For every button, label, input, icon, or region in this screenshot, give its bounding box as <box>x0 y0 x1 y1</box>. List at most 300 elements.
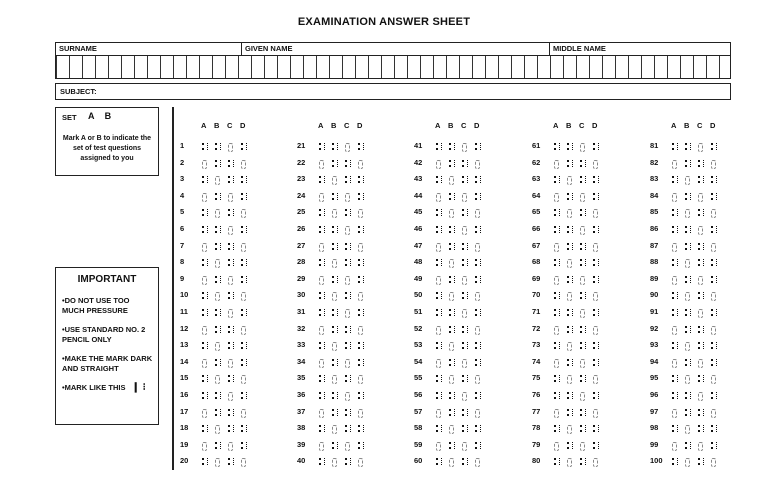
answer-bubble[interactable] <box>592 175 597 184</box>
answer-bubble[interactable] <box>344 275 349 284</box>
answer-bubble[interactable] <box>684 358 689 367</box>
answer-bubble[interactable] <box>201 175 206 184</box>
answer-bubble[interactable] <box>553 358 558 367</box>
answer-bubble[interactable] <box>227 374 232 383</box>
answer-bubble[interactable] <box>214 457 219 466</box>
answer-bubble[interactable] <box>697 424 702 433</box>
answer-bubble[interactable] <box>214 424 219 433</box>
answer-bubble[interactable] <box>579 208 584 217</box>
answer-bubble[interactable] <box>214 242 219 251</box>
answer-bubble[interactable] <box>592 391 597 400</box>
answer-bubble[interactable] <box>448 242 453 251</box>
answer-bubble[interactable] <box>357 374 362 383</box>
answer-bubble[interactable] <box>684 142 689 151</box>
answer-bubble[interactable] <box>697 341 702 350</box>
answer-bubble[interactable] <box>344 192 349 201</box>
answer-bubble[interactable] <box>684 325 689 334</box>
answer-bubble[interactable] <box>227 308 232 317</box>
answer-bubble[interactable] <box>553 192 558 201</box>
answer-bubble[interactable] <box>448 291 453 300</box>
answer-bubble[interactable] <box>684 341 689 350</box>
answer-bubble[interactable] <box>684 208 689 217</box>
answer-bubble[interactable] <box>344 291 349 300</box>
answer-bubble[interactable] <box>671 192 676 201</box>
answer-bubble[interactable] <box>331 275 336 284</box>
answer-bubble[interactable] <box>592 192 597 201</box>
answer-bubble[interactable] <box>331 225 336 234</box>
answer-bubble[interactable] <box>579 275 584 284</box>
answer-bubble[interactable] <box>435 457 440 466</box>
answer-bubble[interactable] <box>592 291 597 300</box>
answer-bubble[interactable] <box>344 358 349 367</box>
answer-bubble[interactable] <box>671 391 676 400</box>
answer-bubble[interactable] <box>344 391 349 400</box>
answer-bubble[interactable] <box>227 291 232 300</box>
answer-bubble[interactable] <box>331 341 336 350</box>
answer-bubble[interactable] <box>553 308 558 317</box>
answer-bubble[interactable] <box>553 291 558 300</box>
answer-bubble[interactable] <box>566 374 571 383</box>
answer-bubble[interactable] <box>318 258 323 267</box>
subject-field[interactable] <box>55 83 731 100</box>
answer-bubble[interactable] <box>461 308 466 317</box>
answer-bubble[interactable] <box>214 408 219 417</box>
answer-bubble[interactable] <box>579 159 584 168</box>
answer-bubble[interactable] <box>448 175 453 184</box>
answer-bubble[interactable] <box>318 391 323 400</box>
answer-bubble[interactable] <box>671 325 676 334</box>
answer-bubble[interactable] <box>671 225 676 234</box>
answer-bubble[interactable] <box>448 424 453 433</box>
answer-bubble[interactable] <box>227 258 232 267</box>
answer-bubble[interactable] <box>566 192 571 201</box>
answer-bubble[interactable] <box>435 159 440 168</box>
answer-bubble[interactable] <box>240 341 245 350</box>
answer-bubble[interactable] <box>697 325 702 334</box>
answer-bubble[interactable] <box>579 457 584 466</box>
answer-bubble[interactable] <box>566 308 571 317</box>
answer-bubble[interactable] <box>435 225 440 234</box>
answer-bubble[interactable] <box>697 358 702 367</box>
answer-bubble[interactable] <box>344 374 349 383</box>
answer-bubble[interactable] <box>448 308 453 317</box>
answer-bubble[interactable] <box>710 225 715 234</box>
answer-bubble[interactable] <box>357 159 362 168</box>
answer-bubble[interactable] <box>227 391 232 400</box>
answer-bubble[interactable] <box>318 457 323 466</box>
answer-bubble[interactable] <box>710 159 715 168</box>
answer-bubble[interactable] <box>201 457 206 466</box>
answer-bubble[interactable] <box>214 325 219 334</box>
answer-bubble[interactable] <box>240 374 245 383</box>
answer-bubble[interactable] <box>592 308 597 317</box>
answer-bubble[interactable] <box>697 308 702 317</box>
answer-bubble[interactable] <box>461 142 466 151</box>
answer-bubble[interactable] <box>684 225 689 234</box>
answer-bubble[interactable] <box>474 159 479 168</box>
answer-bubble[interactable] <box>553 142 558 151</box>
answer-bubble[interactable] <box>579 408 584 417</box>
answer-bubble[interactable] <box>214 358 219 367</box>
answer-bubble[interactable] <box>697 391 702 400</box>
answer-bubble[interactable] <box>566 391 571 400</box>
answer-bubble[interactable] <box>240 391 245 400</box>
answer-bubble[interactable] <box>240 242 245 251</box>
answer-bubble[interactable] <box>671 374 676 383</box>
answer-bubble[interactable] <box>357 192 362 201</box>
answer-bubble[interactable] <box>474 391 479 400</box>
answer-bubble[interactable] <box>331 308 336 317</box>
answer-bubble[interactable] <box>448 358 453 367</box>
answer-bubble[interactable] <box>566 457 571 466</box>
answer-bubble[interactable] <box>579 358 584 367</box>
answer-bubble[interactable] <box>331 291 336 300</box>
answer-bubble[interactable] <box>435 358 440 367</box>
answer-bubble[interactable] <box>684 457 689 466</box>
answer-bubble[interactable] <box>697 242 702 251</box>
answer-bubble[interactable] <box>592 242 597 251</box>
answer-bubble[interactable] <box>331 242 336 251</box>
answer-bubble[interactable] <box>671 457 676 466</box>
answer-bubble[interactable] <box>566 341 571 350</box>
answer-bubble[interactable] <box>710 308 715 317</box>
answer-bubble[interactable] <box>697 275 702 284</box>
answer-bubble[interactable] <box>344 325 349 334</box>
answer-bubble[interactable] <box>344 424 349 433</box>
answer-bubble[interactable] <box>579 225 584 234</box>
answer-bubble[interactable] <box>227 408 232 417</box>
answer-bubble[interactable] <box>566 225 571 234</box>
answer-bubble[interactable] <box>566 175 571 184</box>
answer-bubble[interactable] <box>553 424 558 433</box>
answer-bubble[interactable] <box>214 192 219 201</box>
answer-bubble[interactable] <box>318 208 323 217</box>
answer-bubble[interactable] <box>448 258 453 267</box>
answer-bubble[interactable] <box>553 391 558 400</box>
answer-bubble[interactable] <box>684 275 689 284</box>
answer-bubble[interactable] <box>214 258 219 267</box>
answer-bubble[interactable] <box>474 408 479 417</box>
answer-bubble[interactable] <box>331 159 336 168</box>
answer-bubble[interactable] <box>331 142 336 151</box>
answer-bubble[interactable] <box>697 192 702 201</box>
answer-bubble[interactable] <box>448 208 453 217</box>
answer-bubble[interactable] <box>227 457 232 466</box>
answer-bubble[interactable] <box>553 175 558 184</box>
answer-bubble[interactable] <box>684 258 689 267</box>
answer-bubble[interactable] <box>553 275 558 284</box>
answer-bubble[interactable] <box>579 308 584 317</box>
answer-bubble[interactable] <box>474 374 479 383</box>
answer-bubble[interactable] <box>227 208 232 217</box>
answer-bubble[interactable] <box>592 325 597 334</box>
answer-bubble[interactable] <box>344 142 349 151</box>
answer-bubble[interactable] <box>240 358 245 367</box>
answer-bubble[interactable] <box>697 258 702 267</box>
answer-bubble[interactable] <box>435 175 440 184</box>
answer-bubble[interactable] <box>671 175 676 184</box>
answer-bubble[interactable] <box>227 242 232 251</box>
answer-bubble[interactable] <box>331 408 336 417</box>
answer-bubble[interactable] <box>318 374 323 383</box>
answer-bubble[interactable] <box>331 374 336 383</box>
answer-bubble[interactable] <box>566 142 571 151</box>
answer-bubble[interactable] <box>344 308 349 317</box>
answer-bubble[interactable] <box>592 275 597 284</box>
answer-bubble[interactable] <box>697 159 702 168</box>
answer-bubble[interactable] <box>697 225 702 234</box>
answer-bubble[interactable] <box>684 242 689 251</box>
answer-bubble[interactable] <box>461 441 466 450</box>
answer-bubble[interactable] <box>697 175 702 184</box>
answer-bubble[interactable] <box>331 457 336 466</box>
answer-bubble[interactable] <box>697 457 702 466</box>
answer-bubble[interactable] <box>435 291 440 300</box>
answer-bubble[interactable] <box>592 208 597 217</box>
answer-bubble[interactable] <box>318 325 323 334</box>
answer-bubble[interactable] <box>461 225 466 234</box>
answer-bubble[interactable] <box>566 242 571 251</box>
answer-bubble[interactable] <box>318 159 323 168</box>
answer-bubble[interactable] <box>671 142 676 151</box>
answer-bubble[interactable] <box>474 208 479 217</box>
answer-bubble[interactable] <box>592 441 597 450</box>
answer-bubble[interactable] <box>318 225 323 234</box>
answer-bubble[interactable] <box>214 374 219 383</box>
answer-bubble[interactable] <box>331 424 336 433</box>
answer-bubble[interactable] <box>240 175 245 184</box>
answer-bubble[interactable] <box>227 159 232 168</box>
answer-bubble[interactable] <box>214 208 219 217</box>
answer-bubble[interactable] <box>201 391 206 400</box>
answer-bubble[interactable] <box>553 325 558 334</box>
answer-bubble[interactable] <box>710 192 715 201</box>
answer-bubble[interactable] <box>671 159 676 168</box>
answer-bubble[interactable] <box>474 325 479 334</box>
answer-bubble[interactable] <box>553 457 558 466</box>
answer-bubble[interactable] <box>240 275 245 284</box>
answer-bubble[interactable] <box>566 325 571 334</box>
answer-bubble[interactable] <box>227 142 232 151</box>
answer-bubble[interactable] <box>227 341 232 350</box>
answer-bubble[interactable] <box>435 142 440 151</box>
answer-bubble[interactable] <box>671 291 676 300</box>
answer-bubble[interactable] <box>240 441 245 450</box>
answer-bubble[interactable] <box>435 391 440 400</box>
answer-bubble[interactable] <box>710 341 715 350</box>
answer-bubble[interactable] <box>566 258 571 267</box>
answer-bubble[interactable] <box>710 424 715 433</box>
answer-bubble[interactable] <box>214 175 219 184</box>
answer-bubble[interactable] <box>671 358 676 367</box>
answer-bubble[interactable] <box>201 441 206 450</box>
answer-bubble[interactable] <box>227 441 232 450</box>
answer-bubble[interactable] <box>566 275 571 284</box>
answer-bubble[interactable] <box>592 225 597 234</box>
answer-bubble[interactable] <box>318 175 323 184</box>
answer-bubble[interactable] <box>214 291 219 300</box>
answer-bubble[interactable] <box>461 192 466 201</box>
answer-bubble[interactable] <box>592 374 597 383</box>
answer-bubble[interactable] <box>357 408 362 417</box>
answer-bubble[interactable] <box>579 192 584 201</box>
answer-bubble[interactable] <box>592 358 597 367</box>
answer-bubble[interactable] <box>318 142 323 151</box>
answer-bubble[interactable] <box>240 424 245 433</box>
answer-bubble[interactable] <box>214 159 219 168</box>
answer-bubble[interactable] <box>710 175 715 184</box>
answer-bubble[interactable] <box>344 408 349 417</box>
answer-bubble[interactable] <box>318 408 323 417</box>
answer-bubble[interactable] <box>201 225 206 234</box>
answer-bubble[interactable] <box>344 208 349 217</box>
answer-bubble[interactable] <box>566 208 571 217</box>
answer-bubble[interactable] <box>357 175 362 184</box>
answer-bubble[interactable] <box>474 308 479 317</box>
answer-bubble[interactable] <box>697 408 702 417</box>
answer-bubble[interactable] <box>201 341 206 350</box>
answer-bubble[interactable] <box>201 374 206 383</box>
answer-bubble[interactable] <box>566 159 571 168</box>
answer-bubble[interactable] <box>357 441 362 450</box>
answer-bubble[interactable] <box>357 457 362 466</box>
answer-bubble[interactable] <box>331 441 336 450</box>
answer-bubble[interactable] <box>461 391 466 400</box>
answer-bubble[interactable] <box>710 391 715 400</box>
answer-bubble[interactable] <box>318 424 323 433</box>
answer-bubble[interactable] <box>357 308 362 317</box>
answer-bubble[interactable] <box>553 374 558 383</box>
answer-bubble[interactable] <box>710 208 715 217</box>
answer-bubble[interactable] <box>331 258 336 267</box>
answer-bubble[interactable] <box>710 142 715 151</box>
answer-bubble[interactable] <box>684 408 689 417</box>
answer-bubble[interactable] <box>435 441 440 450</box>
answer-bubble[interactable] <box>357 275 362 284</box>
answer-bubble[interactable] <box>710 291 715 300</box>
answer-bubble[interactable] <box>592 142 597 151</box>
answer-bubble[interactable] <box>331 175 336 184</box>
answer-bubble[interactable] <box>474 291 479 300</box>
answer-bubble[interactable] <box>684 175 689 184</box>
answer-bubble[interactable] <box>435 275 440 284</box>
answer-bubble[interactable] <box>448 341 453 350</box>
answer-bubble[interactable] <box>474 275 479 284</box>
answer-bubble[interactable] <box>461 291 466 300</box>
answer-bubble[interactable] <box>592 341 597 350</box>
answer-bubble[interactable] <box>474 242 479 251</box>
answer-bubble[interactable] <box>710 275 715 284</box>
answer-bubble[interactable] <box>240 325 245 334</box>
answer-bubble[interactable] <box>435 308 440 317</box>
answer-bubble[interactable] <box>201 291 206 300</box>
answer-bubble[interactable] <box>566 358 571 367</box>
answer-bubble[interactable] <box>474 457 479 466</box>
answer-bubble[interactable] <box>344 258 349 267</box>
answer-bubble[interactable] <box>344 441 349 450</box>
answer-bubble[interactable] <box>331 192 336 201</box>
answer-bubble[interactable] <box>684 424 689 433</box>
answer-bubble[interactable] <box>671 341 676 350</box>
answer-bubble[interactable] <box>448 225 453 234</box>
answer-bubble[interactable] <box>435 325 440 334</box>
answer-bubble[interactable] <box>448 374 453 383</box>
answer-bubble[interactable] <box>671 308 676 317</box>
answer-bubble[interactable] <box>201 358 206 367</box>
answer-bubble[interactable] <box>461 341 466 350</box>
answer-bubble[interactable] <box>474 258 479 267</box>
answer-bubble[interactable] <box>684 192 689 201</box>
answer-bubble[interactable] <box>318 308 323 317</box>
answer-bubble[interactable] <box>435 374 440 383</box>
answer-bubble[interactable] <box>448 159 453 168</box>
answer-bubble[interactable] <box>461 258 466 267</box>
answer-bubble[interactable] <box>461 159 466 168</box>
answer-bubble[interactable] <box>201 208 206 217</box>
answer-bubble[interactable] <box>710 408 715 417</box>
answer-bubble[interactable] <box>435 192 440 201</box>
answer-bubble[interactable] <box>240 225 245 234</box>
answer-bubble[interactable] <box>331 391 336 400</box>
answer-bubble[interactable] <box>344 457 349 466</box>
answer-bubble[interactable] <box>357 258 362 267</box>
answer-bubble[interactable] <box>448 408 453 417</box>
answer-bubble[interactable] <box>240 258 245 267</box>
answer-bubble[interactable] <box>227 275 232 284</box>
answer-bubble[interactable] <box>579 374 584 383</box>
answer-bubble[interactable] <box>240 308 245 317</box>
answer-bubble[interactable] <box>461 208 466 217</box>
answer-bubble[interactable] <box>344 225 349 234</box>
answer-bubble[interactable] <box>214 142 219 151</box>
answer-bubble[interactable] <box>474 175 479 184</box>
answer-bubble[interactable] <box>240 408 245 417</box>
answer-bubble[interactable] <box>318 441 323 450</box>
answer-bubble[interactable] <box>318 358 323 367</box>
answer-bubble[interactable] <box>579 291 584 300</box>
answer-bubble[interactable] <box>671 408 676 417</box>
answer-bubble[interactable] <box>227 175 232 184</box>
answer-bubble[interactable] <box>579 258 584 267</box>
answer-bubble[interactable] <box>201 408 206 417</box>
answer-bubble[interactable] <box>684 308 689 317</box>
answer-bubble[interactable] <box>553 408 558 417</box>
answer-bubble[interactable] <box>201 142 206 151</box>
answer-bubble[interactable] <box>448 391 453 400</box>
answer-bubble[interactable] <box>448 275 453 284</box>
answer-bubble[interactable] <box>592 159 597 168</box>
answer-bubble[interactable] <box>448 325 453 334</box>
answer-bubble[interactable] <box>357 208 362 217</box>
answer-bubble[interactable] <box>227 325 232 334</box>
answer-bubble[interactable] <box>553 258 558 267</box>
answer-bubble[interactable] <box>461 242 466 251</box>
answer-bubble[interactable] <box>461 275 466 284</box>
answer-bubble[interactable] <box>318 341 323 350</box>
answer-bubble[interactable] <box>684 441 689 450</box>
answer-bubble[interactable] <box>579 341 584 350</box>
answer-bubble[interactable] <box>474 142 479 151</box>
answer-bubble[interactable] <box>344 242 349 251</box>
answer-bubble[interactable] <box>227 225 232 234</box>
answer-bubble[interactable] <box>684 159 689 168</box>
answer-bubble[interactable] <box>592 424 597 433</box>
answer-bubble[interactable] <box>214 308 219 317</box>
answer-bubble[interactable] <box>331 358 336 367</box>
answer-bubble[interactable] <box>579 391 584 400</box>
answer-bubble[interactable] <box>592 408 597 417</box>
answer-bubble[interactable] <box>201 424 206 433</box>
